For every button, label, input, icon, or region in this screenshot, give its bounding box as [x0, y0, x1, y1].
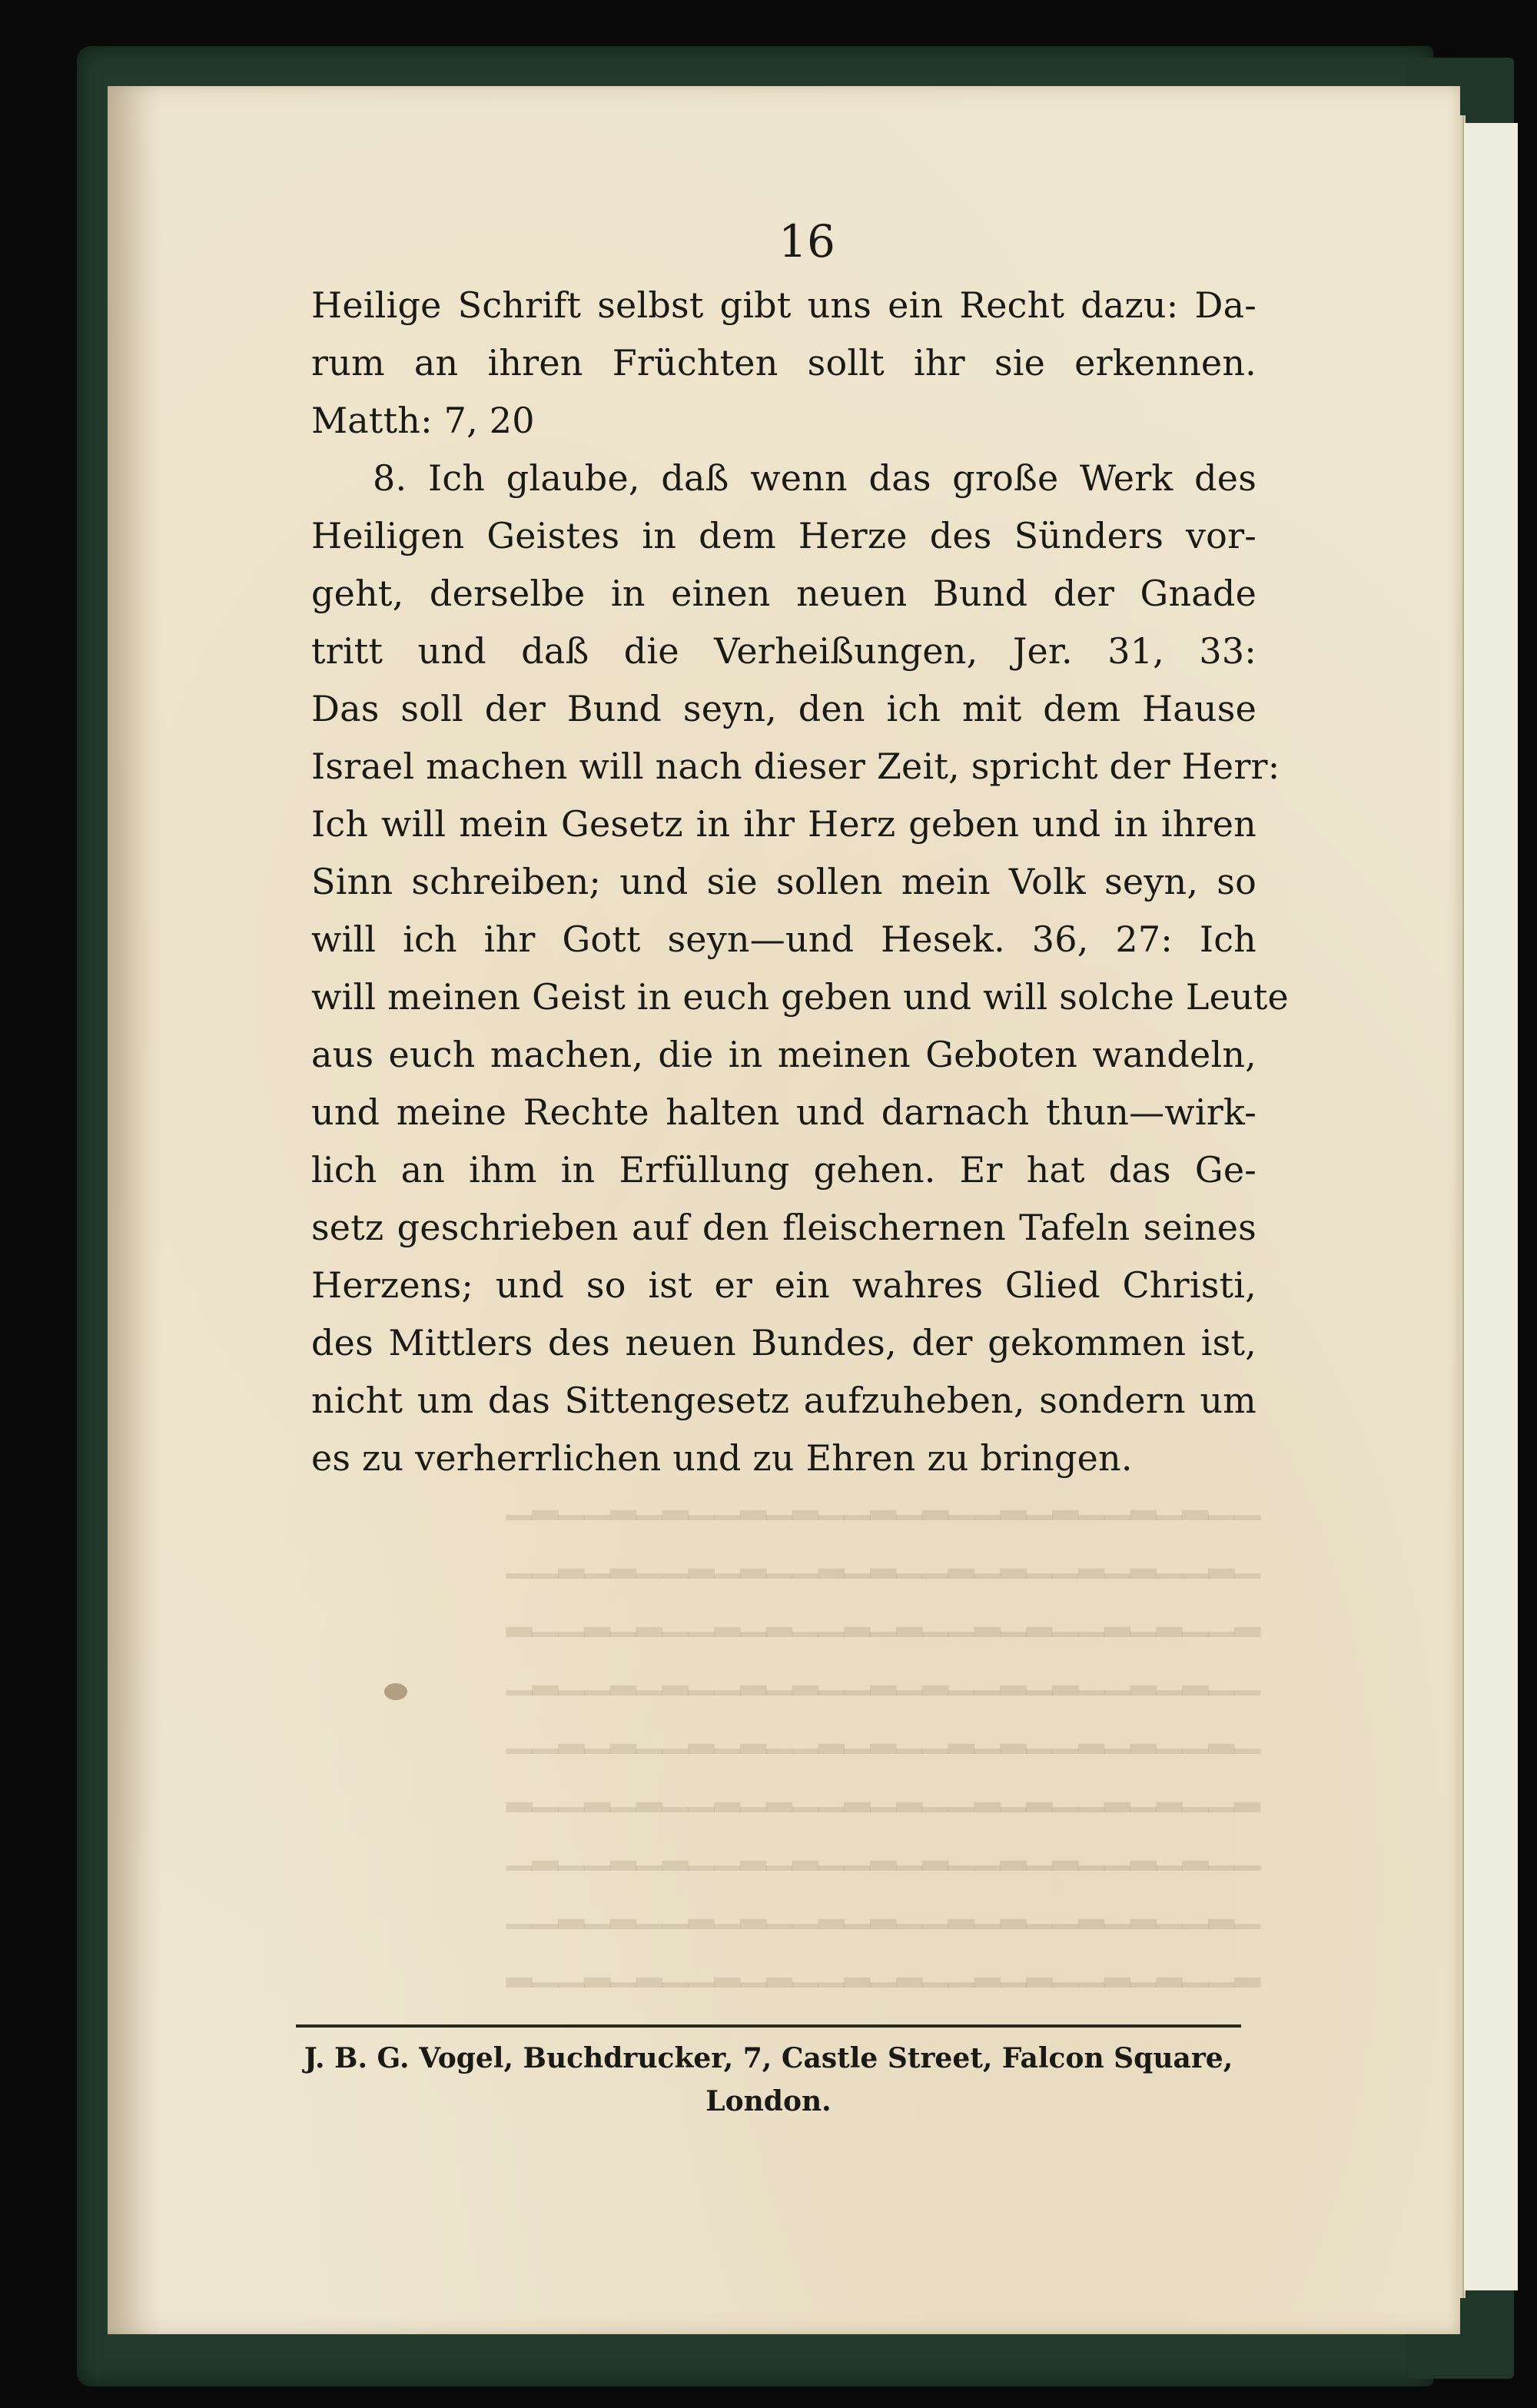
text-line: Das soll der Bund seyn, den ich mit dem Hause — [311, 688, 1256, 729]
gutter-shadow — [108, 86, 161, 2334]
text-line: Sinn schreiben; und sie sollen mein Volk seyn, so — [311, 861, 1256, 902]
text-line: lich an ihm in Erfüllung gehen. Er hat das Ge- — [311, 1149, 1256, 1191]
facing-page-edge — [1464, 123, 1518, 2290]
page-number: 16 — [778, 215, 835, 267]
imprint-line: J. B. G. Vogel, Buchdrucker, 7, Castle Street, Falcon Square, — [304, 2042, 1233, 2074]
text-line: 8. Ich glaube, daß wenn das große Werk des — [373, 457, 1256, 499]
text-line: rum an ihren Früchten sollt ihr sie erkennen. — [311, 342, 1256, 384]
imprint-line: London. — [705, 2085, 832, 2117]
text-line: will meinen Geist in euch geben und will solche Leute — [311, 976, 1289, 1018]
text-line: es zu verherrlichen und zu Ehren zu bringen. — [311, 1437, 1133, 1479]
text-line: Matth: 7, 20 — [311, 400, 535, 441]
imprint-divider — [296, 2024, 1241, 2028]
text-line: und meine Rechte halten und darnach thun—wirk- — [311, 1091, 1256, 1133]
text-line: tritt und daß die Verheißungen, Jer. 31, 33: — [311, 630, 1256, 672]
reverse-page-showthrough: ▁▁▂▁▂▁▁▂▁▂▁▁▂▁▂▁▁▂▁▂▁▁▂▁▂▁▁▂▁ ▁▂▁▁▂▁▂▁▁▂▁▂▁▁▂▁▂▁▁▂▁▂▁▁▂▁▂▁▁ ▂▁▁▂▁▂▁▁▂▁▂▁▁▂▁▂▁▁▂▁▂▁▁▂▁▂▁▁▂ ▁▁▂▁▂▁▁▂▁▂▁▁▂▁▂▁▁▂▁▂▁▁▂▁▂▁▁▂▁ ▁▂▁▁▂▁▂▁▁▂▁▂▁▁▂▁▂▁▁▂▁▂▁▁▂▁▂▁▁ ▂▁▁▂▁▂▁▁▂▁▂▁▁▂▁▂▁▁▂▁▂▁▁▂▁▂▁▁▂ ▁▁▂▁▂▁▁▂▁▂▁▁▂▁▂▁▁▂▁▂▁▁▂▁▂▁▁▂▁ ▁▂▁▁▂▁▂▁▁▂▁▂▁▁▂▁▂▁▁▂▁▂▁▁▂▁▂▁▁ ▂▁▁▂▁▂▁▁▂▁▂▁▁▂▁▂▁▁▂▁▂▁▁▂▁▂▁▁▂ — [506, 1481, 1260, 1988]
text-line: des Mittlers des neuen Bundes, der gekommen ist, — [311, 1322, 1256, 1363]
text-line: Herzens; und so ist er ein wahres Glied Christi, — [311, 1264, 1256, 1306]
body-text — [311, 277, 1289, 1487]
text-line: geht, derselbe in einen neuen Bund der Gnade — [311, 573, 1256, 614]
text-line: nicht um das Sittengesetz aufzuheben, sondern um — [311, 1380, 1256, 1421]
text-line: setz geschrieben auf den fleischernen Tafeln seines — [311, 1207, 1256, 1248]
text-line: Heilige Schrift selbst gibt uns ein Recht dazu: Da- — [311, 284, 1256, 326]
text-line: Israel machen will nach dieser Zeit, spricht der Herr: — [311, 746, 1280, 787]
text-line: aus euch machen, die in meinen Geboten wandeln, — [311, 1034, 1256, 1075]
printer-imprint — [296, 2037, 1241, 2123]
text-line: will ich ihr Gott seyn—und Hesek. 36, 27: Ich — [311, 918, 1256, 960]
text-line: Heiligen Geistes in dem Herze des Sünders vor- — [311, 515, 1256, 556]
text-line: Ich will mein Gesetz in ihr Herz geben und in ihren — [311, 803, 1256, 845]
paper-stain — [384, 1683, 407, 1700]
